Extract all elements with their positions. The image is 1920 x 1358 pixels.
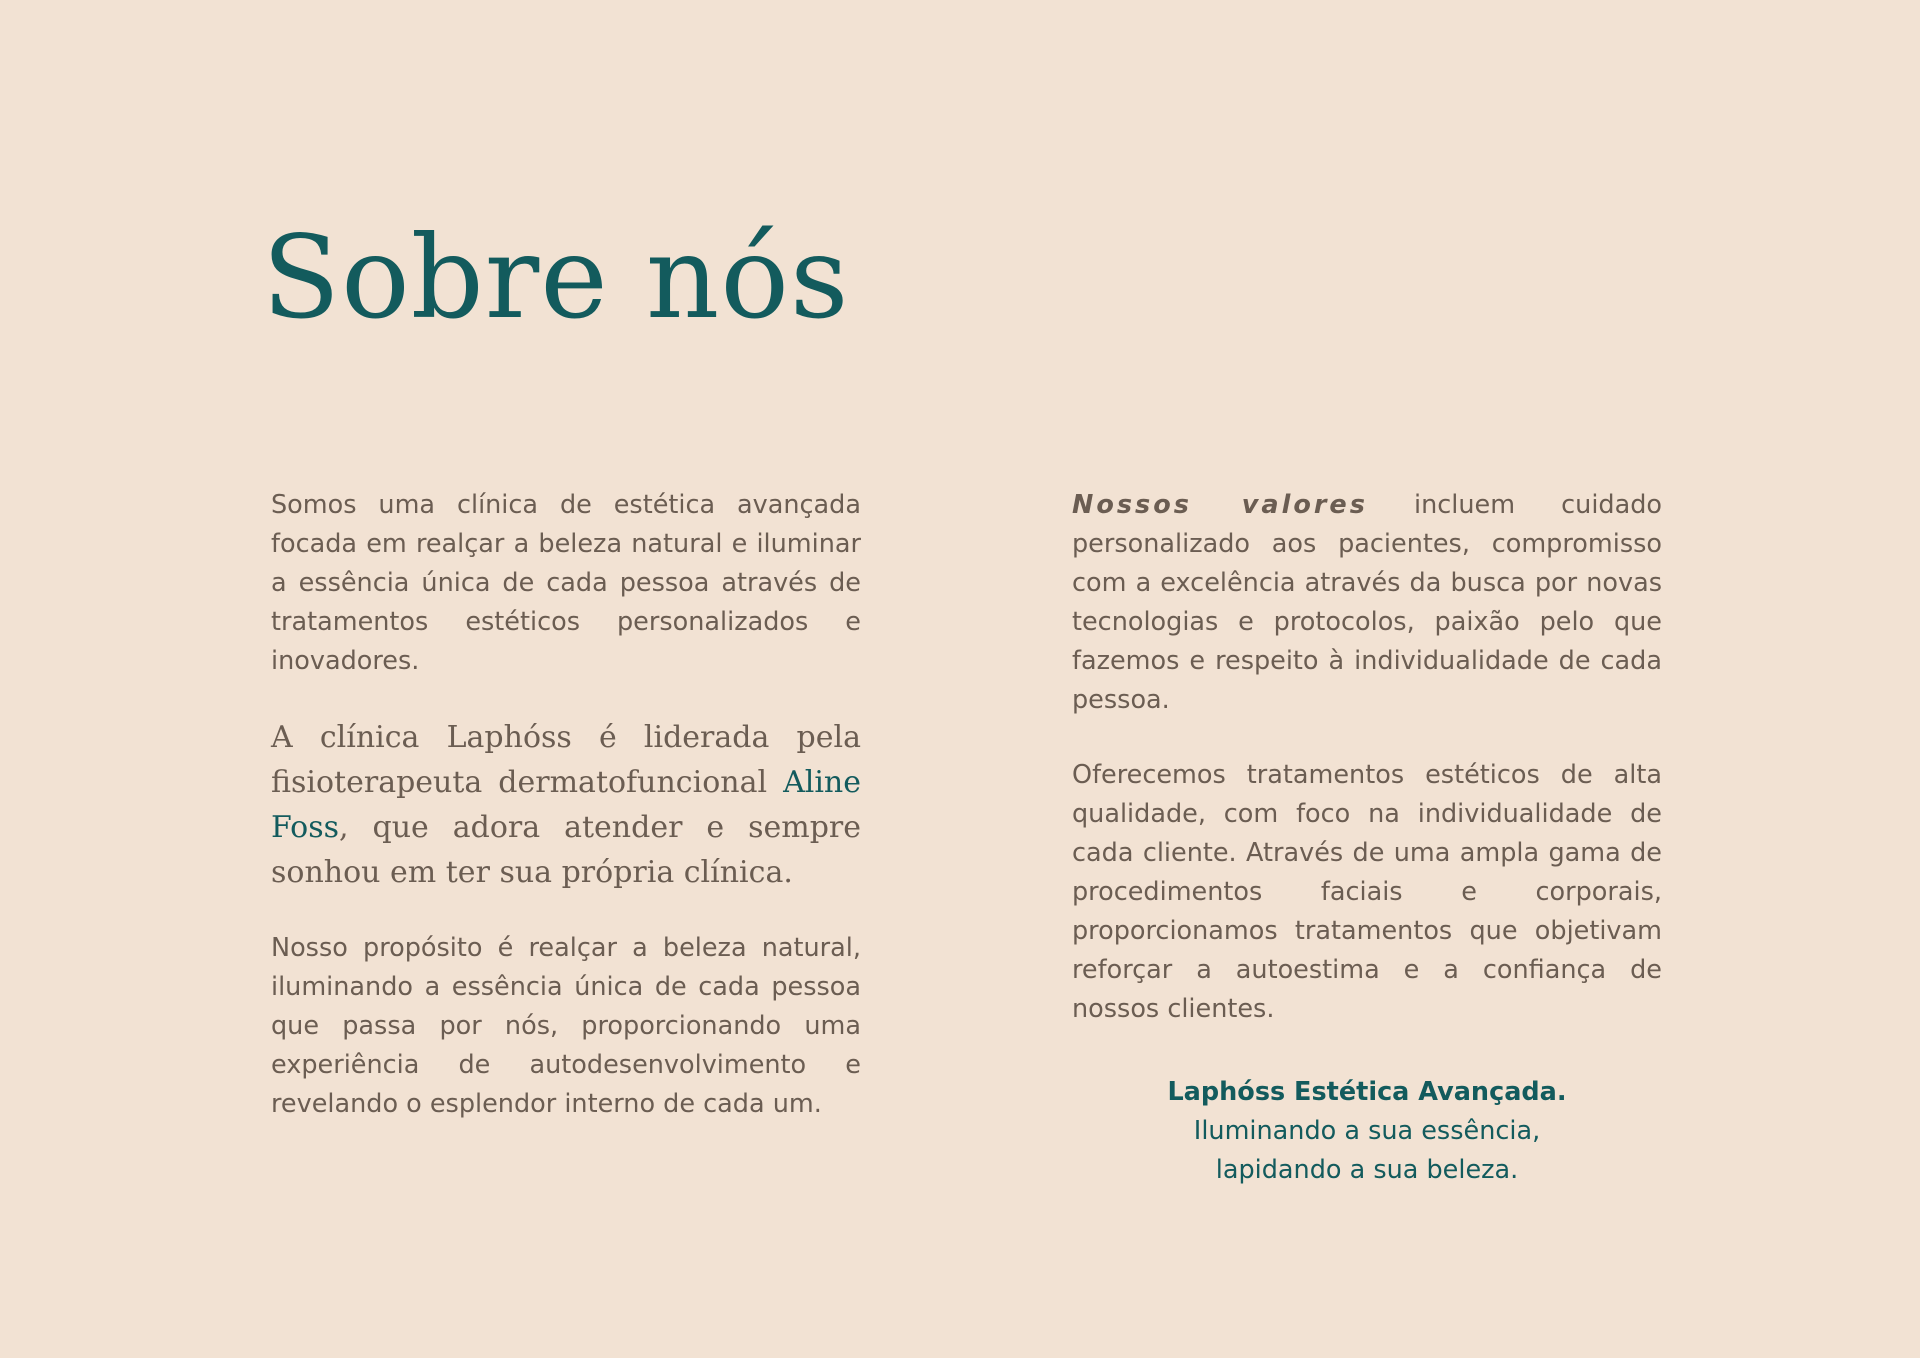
left-column bbox=[271, 486, 861, 1124]
offer-paragraph: Oferecemos tratamentos estéticos de alta qualidade, com foco na individualidade de cada cliente. Através de uma ampla gama de procedimentos faciais e corporais, proporcionamos tratamentos que objetivam reforçar a autoestima e a confiança de nossos clientes. bbox=[1072, 760, 1662, 1024]
lead-text-before: A clínica Laphóss é liderada pela fisioterapeuta dermatofuncional bbox=[271, 720, 861, 800]
lead-paragraph bbox=[271, 715, 861, 895]
signature-block bbox=[1072, 1073, 1662, 1190]
values-paragraph bbox=[1072, 486, 1662, 720]
purpose-paragraph: Nosso propósito é realçar a beleza natural, iluminando a essência única de cada pessoa que passa por nós, proporcionando uma experiência de autodesenvolvimento e revelando o esplendor interno de cada um. bbox=[271, 933, 861, 1119]
page-title: Sobre nós bbox=[262, 211, 850, 344]
lead-founder-name: Aline Foss bbox=[271, 765, 861, 845]
lead-text-after: , que adora atender e sempre sonhou em ter sua própria clínica. bbox=[271, 810, 861, 890]
signature-brand: Laphóss Estética Avançada. bbox=[1167, 1077, 1567, 1107]
right-column bbox=[1072, 486, 1662, 1190]
signature-tagline-1: Iluminando a sua essência, bbox=[1193, 1116, 1541, 1146]
values-label: Nossos valores bbox=[1072, 490, 1368, 520]
values-text: incluem cuidado personalizado aos pacientes, compromisso com a excelência através da busca por novas tecnologias e protocolos, paixão pelo que fazemos e respeito à individualidade de cada pessoa. bbox=[1072, 490, 1662, 715]
intro-paragraph: Somos uma clínica de estética avançada focada em realçar a beleza natural e iluminar a essência única de cada pessoa através de tratamentos estéticos personalizados e inovadores. bbox=[271, 490, 861, 676]
signature-tagline-2: lapidando a sua beleza. bbox=[1215, 1155, 1519, 1185]
